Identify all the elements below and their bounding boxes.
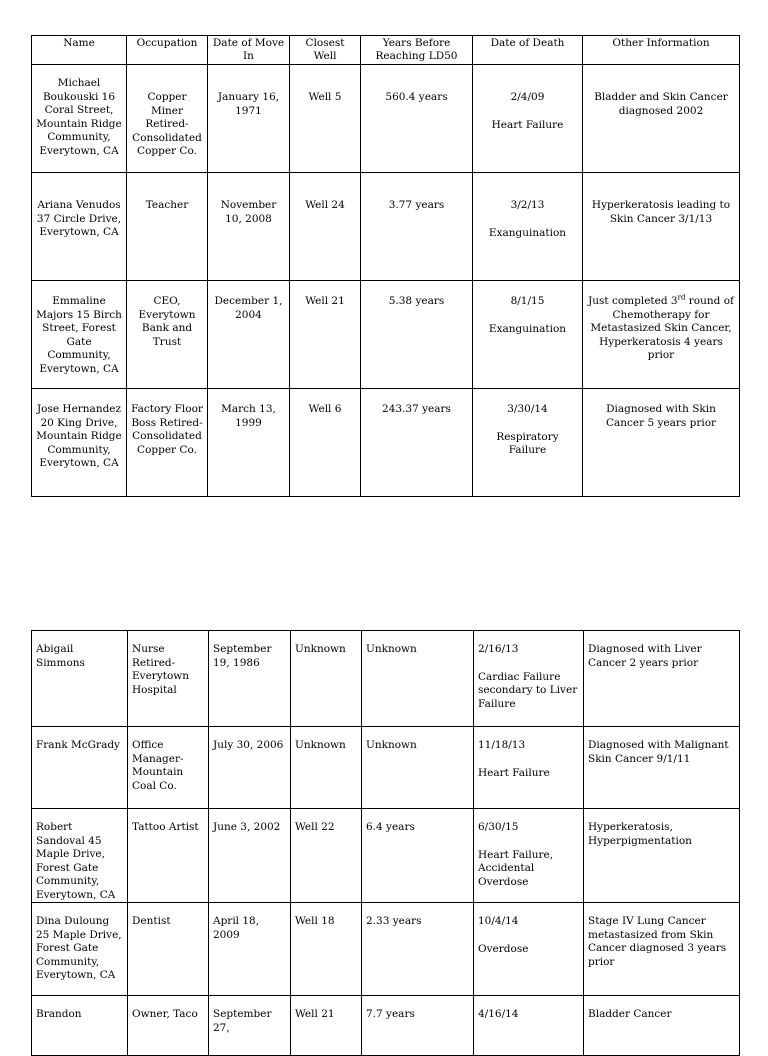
cell-move-in: September 19, 1986 — [209, 631, 291, 727]
header-date-of-death: Date of Death — [473, 36, 583, 65]
death-cause: Heart Failure — [491, 118, 564, 131]
death-cause: Respiratory Failure — [496, 430, 559, 456]
cell-name: Abigail Simmons — [32, 631, 128, 727]
cell-move-in: November 10, 2008 — [208, 173, 290, 281]
table-row — [32, 65, 740, 173]
table-row — [32, 389, 740, 497]
cell-occupation: Tattoo Artist — [128, 809, 209, 903]
cell-occupation: CEO, Everytown Bank and Trust — [127, 281, 208, 389]
cell-name: Frank McGrady — [32, 727, 128, 809]
cell-death — [473, 65, 583, 173]
cell-death — [474, 903, 584, 996]
header-occupation: Occupation — [127, 36, 208, 65]
cell-well: Well 5 — [290, 65, 361, 173]
cell-name: Dina Duloung 25 Maple Drive, Forest Gate Community, Everytown, CA — [32, 903, 128, 996]
cell-other — [583, 281, 740, 389]
table-row — [32, 809, 740, 903]
cell-well: Well 22 — [291, 809, 362, 903]
cell-other: Hyperkeratosis leading to Skin Cancer 3/1/13 — [583, 173, 740, 281]
residents-table-2 — [31, 630, 740, 1056]
death-date: 3/2/13 — [510, 199, 545, 211]
table-row — [32, 631, 740, 727]
cell-occupation: Office Manager- Mountain Coal Co. — [128, 727, 209, 809]
cell-well: Well 21 — [290, 281, 361, 389]
header-years-ld50: Years Before Reaching LD50 — [361, 36, 473, 65]
death-date: 4/16/14 — [478, 1008, 519, 1020]
cell-move-in: September 27, — [209, 996, 291, 1056]
cell-move-in: April 18, 2009 — [209, 903, 291, 996]
cell-well: Well 6 — [290, 389, 361, 497]
cell-years: 7.7 years — [362, 996, 474, 1056]
cell-name: Michael Boukouski 16 Coral Street, Mountain Ridge Community, Everytown, CA — [32, 65, 127, 173]
death-date: 6/30/15 — [478, 821, 519, 833]
cell-occupation: Nurse Retired- Everytown Hospital — [128, 631, 209, 727]
header-name: Name — [32, 36, 127, 65]
table-row — [32, 281, 740, 389]
header-other-information: Other Information — [583, 36, 740, 65]
cell-occupation: Copper Miner Retired- Consolidated Copper Co. — [127, 65, 208, 173]
death-date: 11/18/13 — [478, 739, 526, 751]
cell-occupation: Factory Floor Boss Retired- Consolidated Copper Co. — [127, 389, 208, 497]
table-row — [32, 173, 740, 281]
cell-years: 6.4 years — [362, 809, 474, 903]
death-cause: Cardiac Failure secondary to Liver Failure — [478, 670, 578, 710]
cell-occupation: Owner, Taco — [128, 996, 209, 1056]
cell-well: Well 24 — [290, 173, 361, 281]
cell-years: 243.37 years — [361, 389, 473, 497]
cell-well: Well 21 — [291, 996, 362, 1056]
cell-other: Diagnosed with Liver Cancer 2 years prior — [584, 631, 740, 727]
cell-move-in: July 30, 2006 — [209, 727, 291, 809]
cell-move-in: December 1, 2004 — [208, 281, 290, 389]
cell-name: Ariana Venudos 37 Circle Drive, Everytown, CA — [32, 173, 127, 281]
cell-well: Unknown — [291, 631, 362, 727]
cell-move-in: January 16, 1971 — [208, 65, 290, 173]
cell-other: Diagnosed with Malignant Skin Cancer 9/1/11 — [584, 727, 740, 809]
cell-well: Unknown — [291, 727, 362, 809]
table-row — [32, 727, 740, 809]
cell-occupation: Teacher — [127, 173, 208, 281]
cell-death — [473, 389, 583, 497]
other-text-start: Just completed 3 — [588, 295, 678, 307]
death-cause: Heart Failure, Accidental Overdose — [478, 848, 554, 888]
cell-years: 5.38 years — [361, 281, 473, 389]
cell-years: 560.4 years — [361, 65, 473, 173]
death-cause: Exanguination — [488, 226, 567, 239]
table-header-row — [32, 36, 740, 65]
header-closest-well: Closest Well — [290, 36, 361, 65]
death-cause: Overdose — [478, 942, 529, 955]
cell-well: Well 18 — [291, 903, 362, 996]
cell-other: Diagnosed with Skin Cancer 5 years prior — [583, 389, 740, 497]
death-date: 2/16/13 — [478, 643, 519, 655]
death-date: 10/4/14 — [478, 915, 519, 927]
cell-occupation: Dentist — [128, 903, 209, 996]
cell-name: Robert Sandoval 45 Maple Drive, Forest Gate Community, Everytown, CA — [32, 809, 128, 903]
cell-years: Unknown — [362, 631, 474, 727]
cell-years: 2.33 years — [362, 903, 474, 996]
cell-years: Unknown — [362, 727, 474, 809]
cell-death — [473, 173, 583, 281]
other-text-end: round of Chemotherapy for Metastasized Skin Cancer, Hyperkeratosis 4 years prior — [590, 295, 734, 361]
cell-death — [473, 281, 583, 389]
ordinal-suffix: rd — [677, 293, 686, 302]
cell-name: Emmaline Majors 15 Birch Street, Forest Gate Community, Everytown, CA — [32, 281, 127, 389]
cell-other: Bladder Cancer — [584, 996, 740, 1056]
cell-other: Stage IV Lung Cancer metastasized from Skin Cancer diagnosed 3 years prior — [584, 903, 740, 996]
death-cause: Heart Failure — [478, 766, 550, 779]
cell-death — [474, 727, 584, 809]
death-date: 2/4/09 — [510, 91, 545, 103]
cell-move-in: March 13, 1999 — [208, 389, 290, 497]
cell-years: 3.77 years — [361, 173, 473, 281]
cell-move-in: June 3, 2002 — [209, 809, 291, 903]
cell-death — [474, 809, 584, 903]
cell-death — [474, 631, 584, 727]
death-date: 8/1/15 — [510, 295, 545, 307]
cell-other: Hyperkeratosis, Hyperpigmentation — [584, 809, 740, 903]
residents-table-1 — [31, 35, 740, 497]
cell-name: Jose Hernandez 20 King Drive, Mountain Ridge Community, Everytown, CA — [32, 389, 127, 497]
cell-other: Bladder and Skin Cancer diagnosed 2002 — [583, 65, 740, 173]
cell-death — [474, 996, 584, 1056]
header-move-in: Date of Move In — [208, 36, 290, 65]
table-row — [32, 996, 740, 1056]
death-date: 3/30/14 — [507, 403, 548, 415]
table-row — [32, 903, 740, 996]
death-cause: Exanguination — [488, 322, 567, 335]
cell-name: Brandon — [32, 996, 128, 1056]
